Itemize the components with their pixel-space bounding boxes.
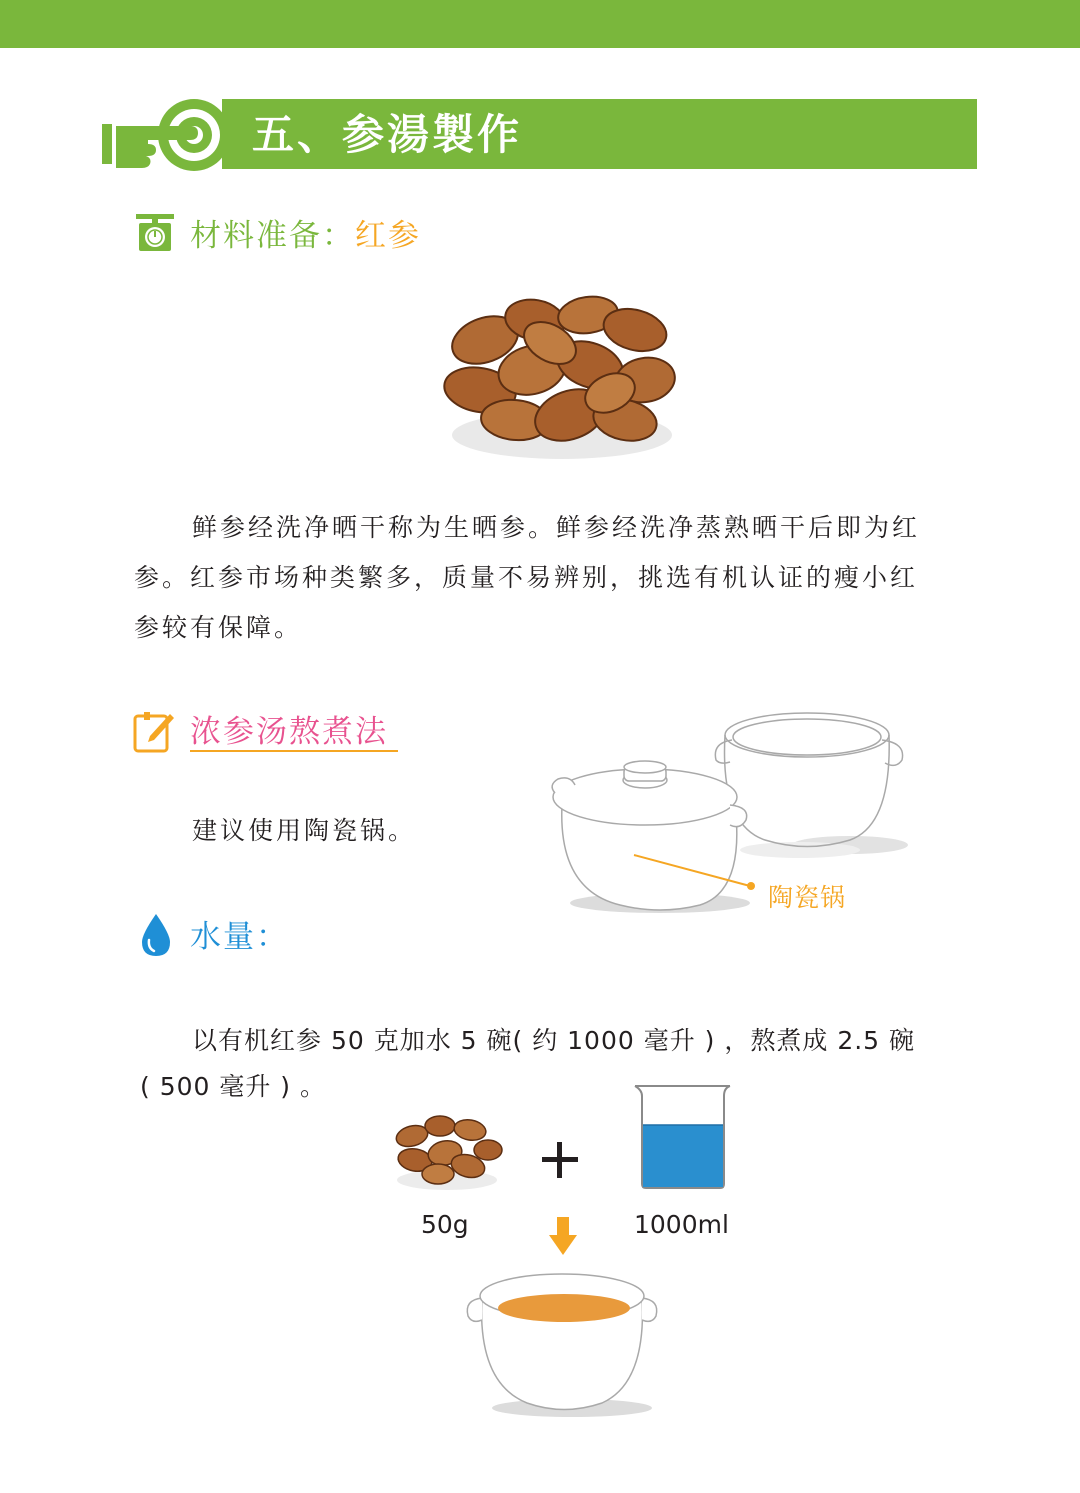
ginseng-amount: 50g (421, 1210, 469, 1239)
top-band (0, 0, 1080, 48)
scale-icon (134, 211, 176, 253)
measuring-beaker-image (630, 1082, 735, 1192)
materials-value: 红参 (355, 218, 421, 254)
red-ginseng-slices-image (440, 285, 685, 470)
soup-pot-image (462, 1268, 667, 1423)
pointing-hand-icon (98, 96, 238, 174)
pot-callout-line (630, 852, 760, 892)
section-title: 五、参湯製作 (252, 110, 523, 159)
ginseng-small-image (390, 1108, 505, 1194)
intro-line-1: 鲜参经洗净晒干称为生晒参。鲜参经洗净蒸熟晒干后即为红 (192, 513, 921, 542)
pot-label: 陶瓷锅 (768, 883, 847, 912)
intro-line-3: 参较有保障。 (134, 613, 303, 642)
method-tip: 建议使用陶瓷锅。 (192, 816, 417, 845)
water-line-2: ( 500 毫升 ) 。 (140, 1072, 327, 1101)
water-amount: 1000ml (634, 1210, 729, 1239)
method-title-underline (190, 750, 398, 752)
plus-icon (540, 1140, 580, 1180)
materials-heading (190, 216, 421, 256)
water-drop-icon (138, 912, 174, 958)
arrow-down-icon (547, 1215, 579, 1257)
water-title: 水量： (190, 919, 289, 955)
materials-label: 材料准备： (190, 218, 355, 254)
water-line-1: 以有机红参 50 克加水 5 碗( 约 1000 毫升 ) ，熬煮成 2.5 碗 (192, 1026, 916, 1055)
method-title: 浓参汤熬煮法 (190, 714, 388, 750)
pencil-note-icon (132, 710, 176, 754)
intro-line-2: 参。红参市场种类繁多，质量不易辨别，挑选有机认证的瘦小红 (134, 563, 919, 592)
